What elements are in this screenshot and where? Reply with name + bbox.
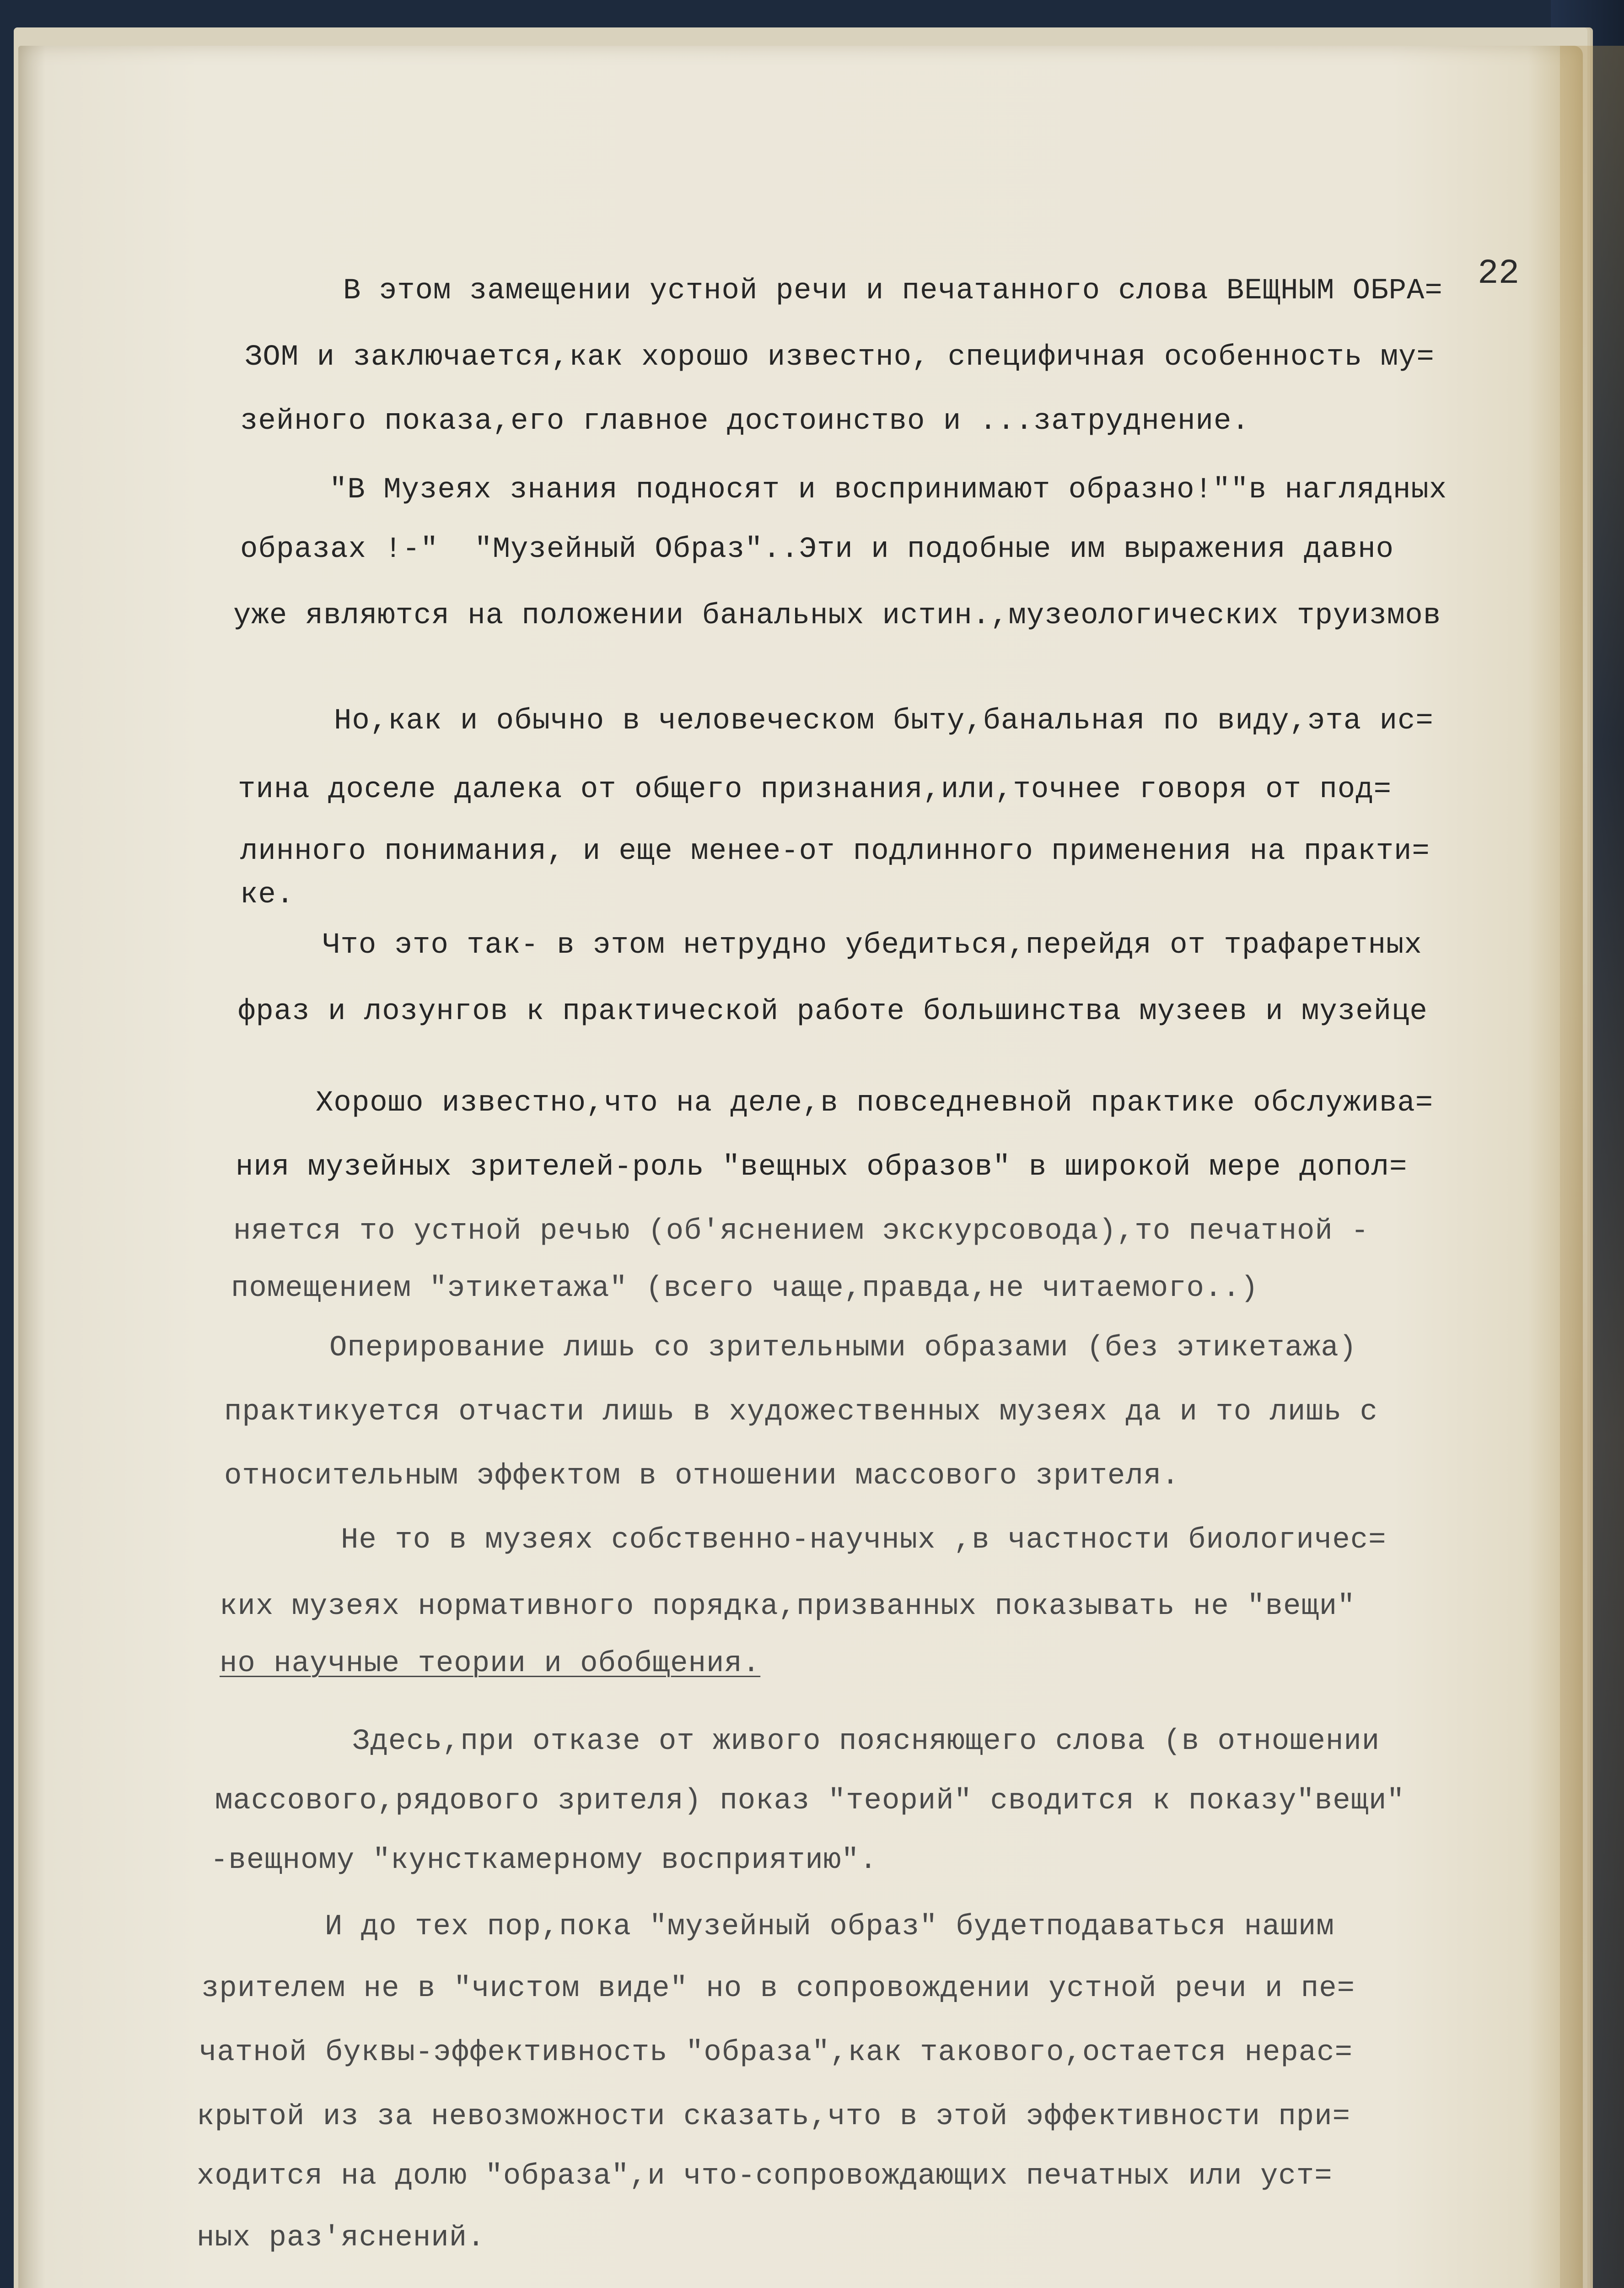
text-line: няется то устной речью (об'яснением экскурсовода),то печатной - [233,1215,1369,1248]
text-line: ке. [240,879,295,912]
text-line: "В Музеях знания подносят и воспринимают образно!""в наглядных [329,474,1447,507]
text-line: Оперирование лишь со зрительными образами (без этикетажа) [329,1332,1357,1365]
text-line: но научные теории и обобщения. [220,1647,761,1680]
text-line: ных раз'яснений. [197,2222,485,2255]
text-line: ния музейных зрителей-роль "вещных образов" в широкой мере допол= [236,1151,1408,1184]
text-line: Здесь,при отказе от живого поясняющего слова (в отношении [352,1725,1380,1758]
text-line: массового,рядового зрителя) показ "теорий" сводится к показу"вещи" [215,1785,1405,1818]
text-line: ходится на долю "образа",и что-сопровождающих печатных или уст= [197,2160,1333,2193]
text-line: относительным эффектом в отношении массового зрителя. [224,1460,1180,1493]
text-line: чатной буквы-эффективность "образа",как такового,остается нерас= [199,2036,1353,2069]
text-line: линного понимания, и еще менее-от подлинного применения на практи= [240,835,1430,868]
text-line: ЗОМ и заключается,как хорошо известно, специфичная особенность му= [245,341,1435,374]
text-line: зрителем не в "чистом виде" но в сопровождении устной речи и пе= [201,1972,1355,2005]
text-line: фраз и лозунгов к практической работе большинства музеев и музейце [238,995,1428,1028]
text-line: -вещному "кунсткамерному восприятию". [210,1844,878,1877]
text-line: Хорошо известно,что на деле,в повседневной практике обслужива= [316,1087,1434,1120]
text-line: практикуется отчасти лишь в художественных музеях да и то лишь с [224,1396,1378,1429]
text-line: Но,как и обычно в человеческом быту,банальная по виду,эта ис= [334,705,1434,738]
text-line: Что это так- в этом нетрудно убедиться,перейдя от трафаретных [323,929,1422,962]
text-line: помещением "этикетажа" (всего чаще,правда,не читаемого..) [231,1272,1259,1305]
text-line: И до тех пор,пока "музейный образ" будетподаваться нашим [325,1910,1334,1943]
text-line: тина доселе далека от общего признания,или,точнее говоря от под= [238,773,1392,806]
page-edge-stain [1560,46,1624,2288]
text-line: образах !-" "Музейный Образ"..Эти и подобные им выражения давно [240,533,1394,566]
text-line: ких музеях нормативного порядка,призванных показывать не "вещи" [220,1590,1355,1623]
text-line: уже являются на положении банальных истин.,музеологических труизмов [233,599,1441,632]
text-line: крытой из за невозможности сказать,что в этой эффективности при= [197,2100,1350,2133]
text-line: зейного показа,его главное достоинство и ...затруднение. [240,405,1250,438]
page-number: 22 [1478,254,1520,293]
text-line: В этом замещении устной речи и печатанного слова ВЕЩНЫМ ОБРА= [343,275,1443,308]
text-line: Не то в музеях собственно-научных ,в частности биологичес= [341,1524,1387,1557]
